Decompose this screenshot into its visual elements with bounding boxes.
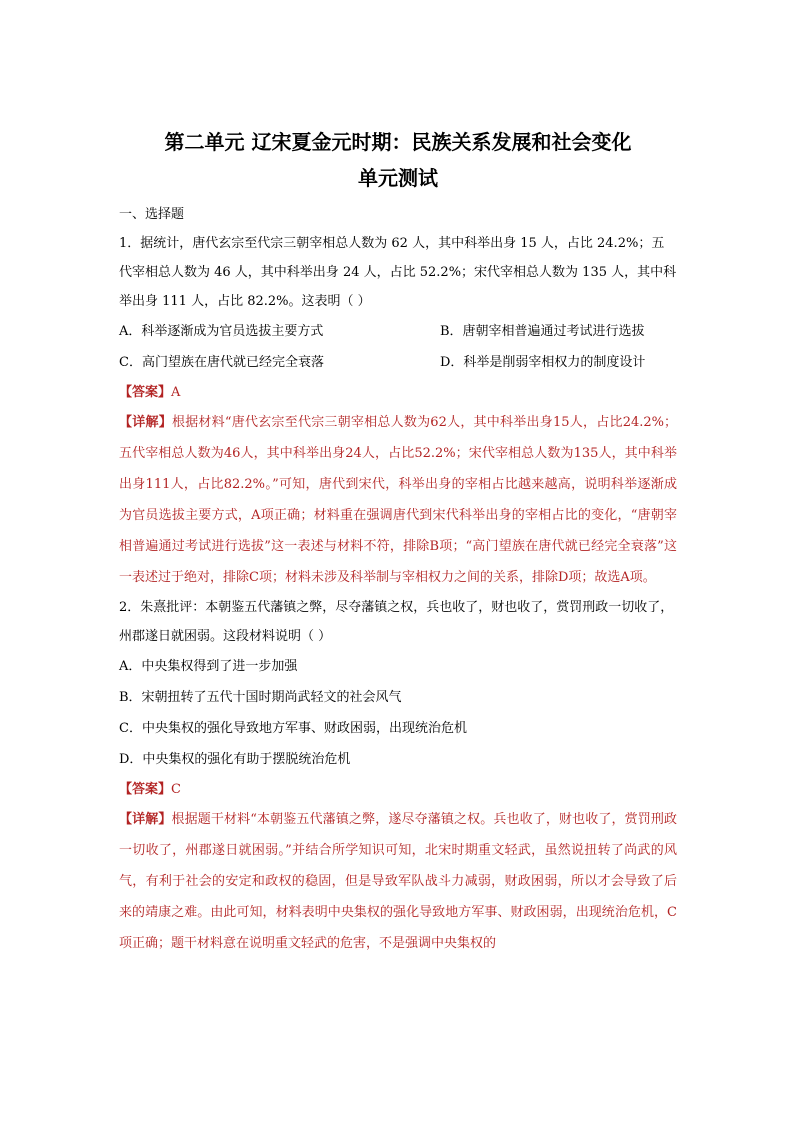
option-a: A．中央集权得到了进一步加强 [119,659,298,674]
explanation [119,804,677,959]
document-content [119,124,677,959]
detail-tag: 【详解】 [119,812,172,827]
question-1 [119,229,677,593]
question-options [119,316,677,378]
detail-tag: 【详解】 [119,415,172,430]
detail-text: 根据题干材料“本朝鉴五代藩镇之弊，遂尽夺藩镇之权。兵也收了，财也收了，赏罚刑政一切收了，州郡遂日就困弱。”并结合所学知识可知，北宋时期重文轻武，虽然说扭转了尚武的风气，有利于社会的安定和政权的稳固，但是导致军队战斗力减弱，财政困弱，所以才会导致了后来的靖康之难。由此可知，材料表明中央集权的强化导致地方军事、财政困弱，出现统治危机，C项正确；题干材料意在说明重文轻武的危害，不是强调中央集权的 [119,812,677,951]
option-a: A．科举逐渐成为官员选拔主要方式 [119,324,324,339]
answer-line [119,378,677,407]
answer-tag: 【答案】 [119,782,172,797]
option-b: B．唐朝宰相普遍通过考试进行选拔 [440,324,645,339]
explanation [119,407,677,593]
page-subtitle: 单元测试 [358,166,438,190]
section-heading: 一、选择题 [119,207,185,222]
option-d: D．中央集权的强化有助于摆脱统治危机 [119,752,351,767]
answer-line [119,775,677,804]
answer-value: A [171,385,181,400]
option-c: C．高门望族在唐代就已经完全衰落 [119,355,324,370]
page-title: 第二单元 辽宋夏金元时期：民族关系发展和社会变化 [164,130,632,154]
detail-text: 根据材料“唐代玄宗至代宗三朝宰相总人数为62人，其中科举出身15人，占比24.2%；五代宰相总人数为46人，其中科举出身24人，占比52.2%；宋代宰相总人数为135人，其中科举出身111人，占比82.2%。”可知，唐代到宋代，科举出身的宰相占比越来越高，说明科举逐渐成为官员选拔主要方式，A项正确；材料重在强调唐代到宋代科举出身的宰相占比的变化，“唐朝宰相普遍通过考试进行选拔”这一表述与材料不符，排除B项；“高门望族在唐代就已经完全衰落”这一表述过于绝对，排除C项；材料未涉及科举制与宰相权力之间的关系，排除D项；故选A项。 [119,415,677,585]
answer-tag: 【答案】 [119,385,172,400]
question-2 [119,593,677,959]
option-c: C．中央集权的强化导致地方军事、财政困弱，出现统治危机 [119,721,467,736]
question-stem: 2．朱熹批评：本朝鉴五代藩镇之弊，尽夺藩镇之权，兵也收了，财也收了，赏罚刑政一切收了，州郡遂日就困弱。这段材料说明（ ） [119,600,674,644]
answer-value: C [171,782,181,797]
question-stem: 1．据统计，唐代玄宗至代宗三朝宰相总人数为 62 人，其中科举出身 15 人，占比 24.2%；五代宰相总人数为 46 人，其中科举出身 24 人，占比 52.2%；宋代宰相总人数为 135 人，其中科举出身 111 人，占比 82.2%。这表明（ ） [119,236,677,309]
option-d: D．科举是削弱宰相权力的制度设计 [440,355,646,370]
option-b: B．宋朝扭转了五代十国时期尚武轻文的社会风气 [119,690,402,705]
